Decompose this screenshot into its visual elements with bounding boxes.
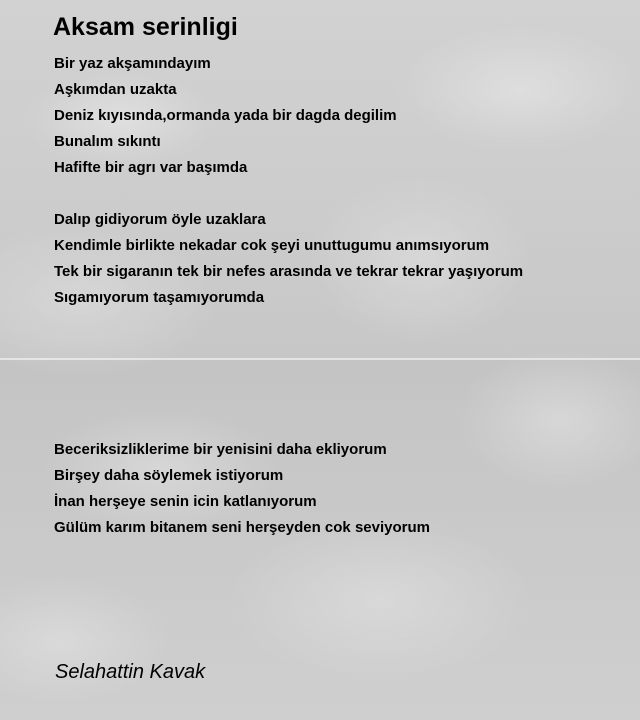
poem-line: Sıgamıyorum taşamıyorumda	[54, 289, 265, 306]
poem-line: İnan herşeye senin icin katlanıyorum	[54, 493, 317, 510]
poem-line: Aşkımdan uzakta	[54, 81, 177, 98]
poem-line: Dalıp gidiyorum öyle uzaklara	[54, 211, 266, 228]
poem-line: Birşey daha söylemek istiyorum	[54, 467, 284, 484]
poem-line: Bunalım sıkıntı	[54, 133, 161, 150]
poem-line: Beceriksizliklerime bir yenisini daha ekliyorum	[54, 441, 387, 458]
poem-line: Deniz kıyısında,ormanda yada bir dagda degilim	[54, 107, 397, 124]
poem-author: Selahattin Kavak	[55, 661, 206, 683]
poem-line: Tek bir sigaranın tek bir nefes arasında ve tekrar tekrar yaşıyorum	[54, 263, 524, 280]
poem-line: Gülüm karım bitanem seni herşeyden cok seviyorum	[54, 519, 430, 536]
poem-line: Kendimle birlikte nekadar cok şeyi unuttugumu anımsıyorum	[54, 237, 490, 254]
background-seam	[0, 358, 640, 360]
stanza-3	[54, 437, 430, 541]
stanza-1	[54, 51, 397, 181]
stanza-2	[54, 207, 523, 311]
poem-line: Bir yaz akşamındayım	[54, 55, 211, 72]
poem-line: Hafifte bir agrı var başımda	[54, 159, 248, 176]
poem-title: Aksam serinligi	[53, 13, 238, 41]
